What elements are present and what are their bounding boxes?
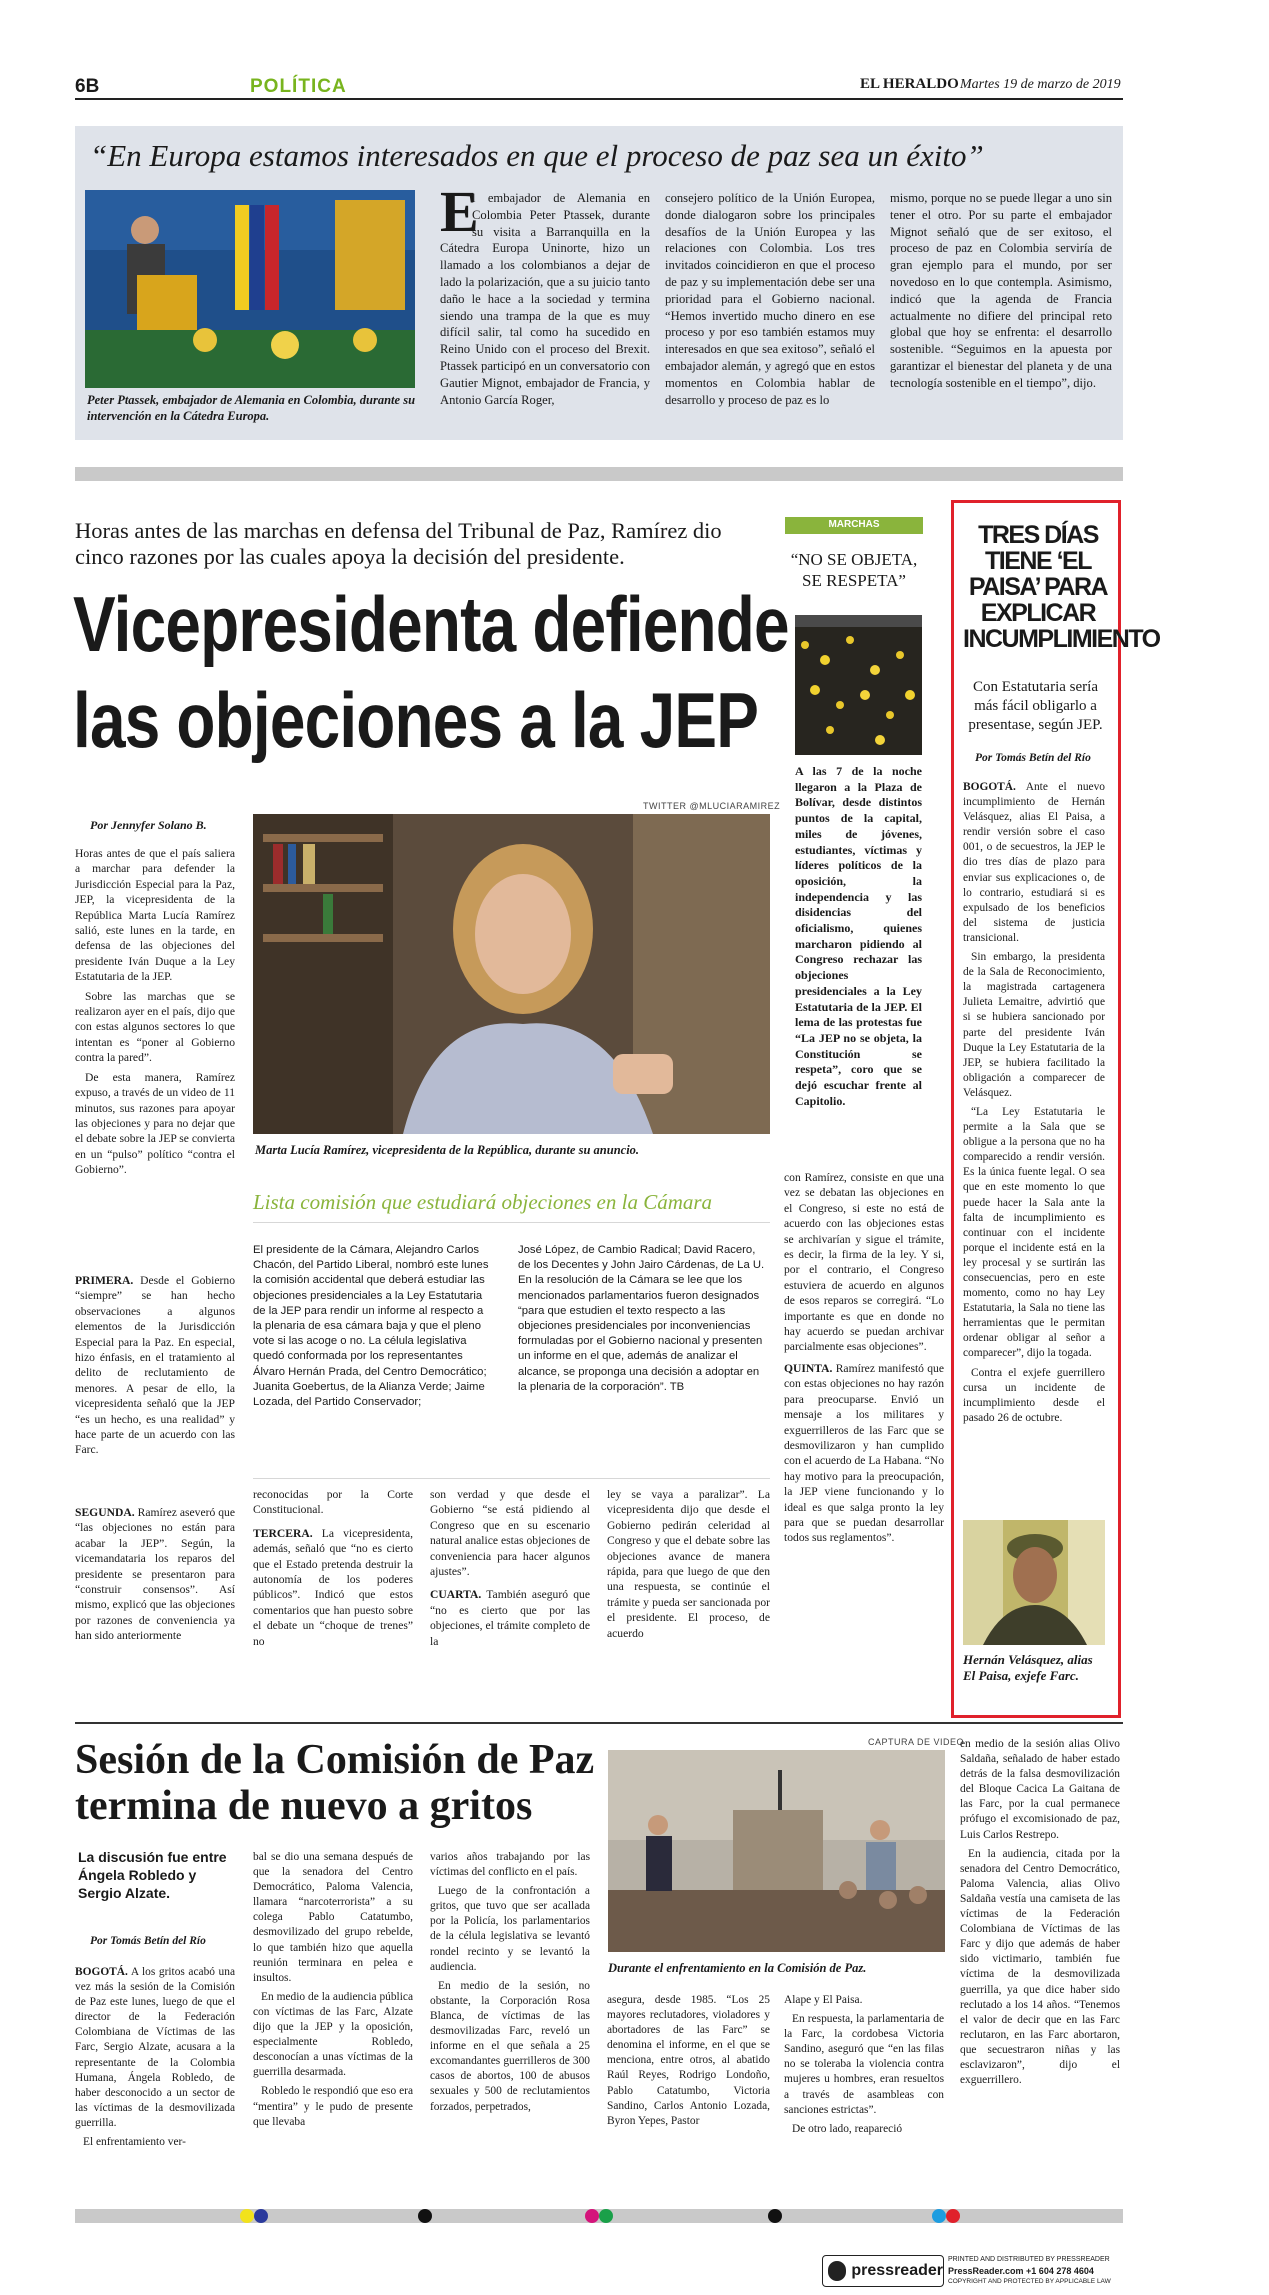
- ramirez-caption: Marta Lucía Ramírez, vicepresidenta de la República, durante su anuncio.: [255, 1143, 640, 1157]
- main-col3-p2: [430, 1587, 590, 1649]
- commission-box-title: Lista comisión que estudiará objeciones en la Cámara: [253, 1190, 713, 1214]
- pressreader-brand: pressreader: [851, 2262, 943, 2279]
- top-col-3: mismo, porque no se puede llegar a uno sin tener el otro. Por su parte el embajador Mignot señaló que de ser exitoso, el proceso de paz en Colombia serviría de gran ejemplo para el mundo, por ser novedoso en lo que contempla. Asimismo, indicó que la agenda de Francia actualmente no difiere del principal reto global que hoy se enfrenta: el desarrollo sostenible. “Seguimos en la apuesta por garantizar el bienestar del planeta y de una tecnología sostenible en el tiempo”, dijo.: [890, 191, 1112, 390]
- marchas-photo: [795, 615, 922, 755]
- tercera-text: La vicepresidenta, además, señaló que “no es cierto que el Estado pretenda destruir la autonomía de los poderes públicos”. Indicó que estos comentarios que han puesto sobre el debate un “choque de trenes” no: [253, 1526, 413, 1648]
- paisa-p1-text: Ante el nuevo incumplimiento de Hernán Velásquez, alias El Paisa, a rendir versión sobre el caso 001, o de secuestros, la JEP le dio tres días de plazo para enviar sus explicaciones o, de lo contrario, estudiará si es expulsado de los beneficios del sistema de justicia transicional.: [963, 781, 1105, 944]
- header-rule: [75, 98, 1123, 100]
- reg-dot-black-1: [418, 2209, 432, 2223]
- bottom-col3-p1: varios años trabajando por las víctimas del conflicto en el país.: [430, 1851, 590, 1879]
- main-col5-p1: con Ramírez, consiste en que una vez se debatan las objeciones en el Congreso, si este no está de acuerdo con las objeciones estas se archivarían y sigue el trámite, es decir, la firma de la ley. Y si, por el contrario, el Congreso estuviera de acuerdo en algunos de esos reparos se corregirá. “Lo importante es que en donde no hay acuerdo se puedan archivar parcialmente esas objeciones”.: [784, 1171, 944, 1354]
- marchas-tag: MARCHAS: [785, 517, 923, 533]
- main-col1-p3: De esta manera, Ramírez expuso, a través de un video de 11 minutos, sus razones para apoyar las objeciones y para no dejar que el debate sobre la JEP se convierta en un “pulso” político “contra el Gobierno”.: [75, 1070, 235, 1177]
- comision-photo: [608, 1750, 945, 1952]
- commission-box-bottom-rule: [253, 1478, 770, 1479]
- bottom-col3-p2: Luego de la confrontación a gritos, que tuvo que ser acallada por la Policía, los parlamentarios de la célula legislativa se levantó rondel recinto y se levantó la audiencia.: [430, 1885, 590, 1973]
- quinta-text: Ramírez manifestó que con estas objeciones no hay razón para preocuparse. Envió un mensaje a los militares y exguerrilleros de las Farc que se desmovilizaron y han cumplido con el acuerdo de La Habana. “No hay motivo para la preocupación, la JEP viene funcionando y lo ideal es que salga pronto la ley para que se puedan desarrollar todos sus reglamentos”.: [784, 1361, 944, 1545]
- reg-dot-red: [946, 2209, 960, 2223]
- pressreader-fine-1: PRINTED AND DISTRIBUTED BY PRESSREADER: [948, 2256, 1110, 2263]
- segunda-lead: SEGUNDA.: [75, 1506, 135, 1519]
- quinta-lead: QUINTA.: [784, 1361, 833, 1375]
- bottom-col1-text: A los gritos acabó una vez más la sesión de la Comisión de Paz este lunes, luego de que el director de la Federación Colombiana de Víctimas de las Farc, Sergio Alzate, acusara a la representante de la Colombia Humana, Ángela Robledo, de haber desconocido a un sector de las víctimas de la desmovilizada guerrilla.: [75, 1966, 236, 2129]
- commission-col-2: José López, de Cambio Radical; David Racero, de los Decentes y John Jairo Cárdenas, de La U. En la resolución de la Cámara se lee que los mencionados parlamentarios fueron designados “para que estudien el texto respecto a las objeciones presidenciales por inconveniencias formuladas por el Gobierno nacional y presenten un informe en el que, además de analizar el alcance, se proponga una decisión a adoptar en la plenaria de la corporación”. TB: [518, 1244, 765, 1393]
- reg-dot-green: [599, 2209, 613, 2223]
- main-col-1: [75, 846, 235, 1182]
- main-col3-p1: son verdad y que desde el Gobierno “se está pidiendo al Congreso que en su escenario natural analice estas objeciones de conveniencia para hacer algunos ajustes”.: [430, 1488, 590, 1579]
- bottom-col-3: [430, 1850, 590, 2119]
- marchas-rule: [785, 533, 923, 534]
- bottom-deck: La discusión fue entre Ángela Robledo y Sergio Alzate.: [78, 1849, 227, 1901]
- section-divider-bar: [75, 467, 1123, 481]
- main-photo-credit: TWITTER @MLUCIARAMIREZ: [643, 801, 781, 811]
- ptassek-caption: Peter Ptassek, embajador de Alemania en Colombia, durante su intervención en la Cátedra Europa.: [87, 393, 416, 423]
- comision-caption: Durante el enfrentamiento en la Comisión de Paz.: [608, 1961, 867, 1975]
- bottom-col2-p2: En medio de la audiencia pública con víctimas de las Farc, Alzate dijo que la JEP y la oposición, especialmente Robledo, desconocían a unas víctimas de la guerrilla desarmada.: [253, 1990, 413, 2079]
- marchas-text: A las 7 de la noche llegaron a la Plaza de Bolívar, desde distintos puntos de la capital, miles de jóvenes, estudiantes, víctimas y líderes políticos de la oposición, la independencia y las disidencias del oficialismo, quienes marcharon pidiendo al Congreso rechazar las objeciones presidenciales a la Ley Estatutaria de la JEP. El lema de las protestas fue “La JEP no se objeta, la Constitución se respeta”, coro que se dejó escuchar frente al Capitolio.: [795, 764, 922, 1108]
- main-col-2: [253, 1487, 413, 1653]
- primera-lead: PRIMERA.: [75, 1274, 134, 1287]
- bottom-col1-p2: El enfrentamiento ver-: [83, 2136, 186, 2149]
- page-number: 6B: [75, 76, 100, 97]
- commission-col-1: El presidente de la Cámara, Alejandro Carlos Chacón, del Partido Liberal, nombró este lunes la comisión accidental que deberá estudiar las objeciones presidenciales a la Ley Estatutaria de la JEP para rendir un informe al respecto a la plenaria de esa cámara baja y que el pleno vote si las acoge o no. La célula legislativa quedó conformada por los representantes Álvaro Hernán Prada, del Centro Democrático; Juanita Goebertus, de la Alianza Verde; Jaime Lozada, del Partido Conservador;: [253, 1244, 489, 1409]
- cuarta-text: También aseguró que “no es cierto que por las objeciones, el trámite completo de la: [430, 1588, 590, 1648]
- main-col-4: ley se vaya a paralizar”. La vicepresidenta dijo que desde el Gobierno pedirán celeridad al Congreso y que el debate sobre las objeciones avance de manera rápida, para que luego de que den una respuesta, se continúe el trámite y pueda ser sancionada por el presidente. El proceso, de acuerdo: [607, 1488, 770, 1640]
- paisa-text: [963, 780, 1105, 1430]
- top-col-2: consejero político de la Unión Europea, donde dialogaron sobre los principales desafíos de la Unión Europea y las relaciones con Colombia. Los tres invitados coincidieron en que el proceso de paz y su implementación debe ser una prioridad para el Gobierno nacional. “Hemos invertido mucho dinero en ese proceso y por eso también estamos muy interesados en que sea exitoso”, señaló el embajador alemán, y agregó que en estos momentos en Colombia hablar de desarrollo y proceso de paz es lo: [665, 191, 875, 407]
- tercera-lead: TERCERA.: [253, 1526, 313, 1540]
- bottom-col-2: [253, 1850, 413, 2134]
- main-col1-p2: Sobre las marchas que se realizaron ayer en el país, dijo que con estas algunos sectores lo que intentan es “poner al Gobierno contra la pared”.: [75, 989, 235, 1065]
- paisa-p2: Sin embargo, la presidenta de la Sala de Reconocimiento, la magistrada cartagenera Julieta Lemaitre, advirtió que si se hubiera sancionado por parte del presidente Iván Duque la Ley Estatutaria de la JEP, se hubiera facilitado la obligación a comparecer de Velásquez.: [963, 951, 1105, 1099]
- reg-dot-blue: [254, 2209, 268, 2223]
- bottom-divider: [75, 1722, 1123, 1724]
- paisa-p3: “La Ley Estatutaria le permite a la Sala que se obligue a la persona que no ha comparecido a rendir versión. Es la única fuente legal. O sea que en este momento lo que puede hacer la Sala ante la falta de incumplimiento es continuar con el incidente porque el incidente está en la ley procesal y se surtirán las consecuencias, pero en este momento, como no hay Ley Estatutaria, la Sala no tiene las herramientas que le permitan ordenar obligar al señor a comparecer”, dijo la togada.: [963, 1105, 1105, 1360]
- bottom-headline-1: Sesión de la Comisión de Paz: [75, 1737, 595, 1783]
- bottom-col-5: [784, 1993, 944, 2141]
- bottom-col-4: asegura, desde 1985. “Los 25 mayores reclutadores, violadores y abortadores de las Farc” se denomina el informe, en el que se menciona, entre otros, al abatido Raúl Reyes, Rodrigo Londoño, Pablo Catatumbo, Victoria Sandino, Carlos Antonio Lozada, Byron Yepes, Pastor: [607, 1994, 770, 2127]
- bottom-col2-p3: Robledo le respondió que eso era “mentira” y le pudo de presente que llevaba: [253, 2085, 413, 2128]
- bottom-col2-p1: bal se dio una semana después de que la senadora del Centro Democrático, Paloma Valencia, llamara “narcoterrorista” a su colega Pablo Catatumbo, desmovilizado del grupo rebelde, lo que también hizo que aquella reunión terminara en pelea e insultos.: [253, 1851, 413, 1984]
- bottom-col-6: [960, 1737, 1120, 2092]
- ptassek-photo: [85, 190, 415, 388]
- masthead: EL HERALDO: [860, 76, 959, 92]
- main-col-5: [784, 1170, 944, 1550]
- primera-text: Desde el Gobierno “siempre” se han hecho observaciones a algunos elementos de la Jurisdicción Especial para la Paz. En especial, hizo énfasis, en el tratamiento al delito de reclutamiento de menores. A pesar de ello, la vicepresidenta señaló que la JEP “es un hecho, es una realidad” y hace parte de un acuerdo con las Farc.: [75, 1274, 235, 1457]
- date: Martes 19 de marzo de 2019: [960, 77, 1121, 92]
- paisa-lead: BOGOTÁ.: [963, 781, 1016, 793]
- paisa-caption: Hernán Velásquez, alias El Paisa, exjefe Farc.: [963, 1652, 1093, 1683]
- segunda-text: Ramírez aseveró que “las objeciones no están para acabar la JEP”. Según, la vicemandataria los reparos del presidente se presentaron para “construir consensos”. Así mismo, explicó que las objeciones por razones de conveniencia ya han sido anteriormente: [75, 1506, 235, 1643]
- main-col2-p1: reconocidas por la Corte Constitucional.: [253, 1488, 413, 1517]
- bottom-col5-p1: Alape y El Paisa.: [784, 1994, 863, 2006]
- paisa-p4: Contra el exjefe guerrillero cursa un incidente de incumplimiento desde el pasado 26 de octubre.: [963, 1366, 1105, 1424]
- main-col2-p2: [253, 1526, 413, 1649]
- bottom-byline: Por Tomás Betín del Río: [90, 1935, 206, 1947]
- reg-dot-yellow: [240, 2209, 254, 2223]
- main-kicker: Horas antes de las marchas en defensa del Tribunal de Paz, Ramírez dio cinco razones por las cuales apoya la decisión del presidente.: [75, 518, 722, 569]
- bottom-photo-credit: CAPTURA DE VIDEO: [868, 1737, 965, 1747]
- main-byline: Por Jennyfer Solano B.: [90, 818, 207, 832]
- bottom-headline-2: termina de nuevo a gritos: [75, 1783, 533, 1829]
- pressreader-fine-3: COPYRIGHT AND PROTECTED BY APPLICABLE LAW: [948, 2278, 1111, 2285]
- main-col1-p1: Horas antes de que el país saliera a marchar para defender la Jurisdicción Especial para la Paz, JEP, la vicepresidenta de la República Marta Lucía Ramírez salió, este lunes en la tarde, en defensa de las objeciones del presidente Iván Duque a la Ley Estatutaria de la JEP.: [75, 847, 235, 984]
- main-headline-2: las objeciones a la JEP: [73, 676, 759, 764]
- bottom-col-1: [75, 1965, 235, 2154]
- main-col-1c: [75, 1505, 235, 1648]
- reg-dot-black-2: [768, 2209, 782, 2223]
- cuarta-lead: CUARTA.: [430, 1588, 482, 1602]
- paisa-p1: [963, 780, 1105, 946]
- pressreader-logo[interactable]: [822, 2255, 944, 2287]
- pressreader-fine-2: PressReader.com +1 604 278 4604: [948, 2266, 1094, 2276]
- main-col-1b: [75, 1273, 235, 1462]
- paisa-headline: TRES DÍAS TIENE ‘EL PAISA’ PARA EXPLICAR INCUMPLIMIENTO: [963, 521, 1160, 653]
- commission-box-rule: [253, 1222, 770, 1223]
- main-col-3: [430, 1487, 590, 1653]
- top-col-1: [440, 190, 650, 408]
- paisa-photo: [963, 1520, 1105, 1645]
- top-story-headline: “En Europa estamos interesados en que el proceso de paz sea un éxito”: [90, 138, 984, 173]
- reg-dot-magenta: [585, 2209, 599, 2223]
- dropcap: E: [440, 179, 479, 244]
- bottom-col1-p1: [75, 1965, 235, 2131]
- bottom-col3-p3: En medio de la sesión, no obstante, la Corporación Rosa Blanca, de víctimas de las desmovilizadas Farc, reveló un informe en el que señala a 25 excomandantes guerrilleros de 300 casos de abortos, 100 de abusos sexuales y 500 de reclutamientos forzados, perpetrados,: [430, 1979, 590, 2113]
- bottom-col6-p1: en medio de la sesión alias Olivo Saldaña, señalado de haber estado detrás de la falsa desmovilización del Bloque Cacica La Gaitana de las Farc, por la cual permanece prófugo el excomisionado de paz, Luis Carlos Restrepo.: [960, 1738, 1120, 1841]
- top-col-1-text: l embajador de Alemania en Colombia Peter Ptassek, durante su visita a Barranquilla en la Cátedra Europa Uninorte, hizo un llamado a los colombianos a dejar de lado la polarización, que a su juicio tanto daño le hace a la sociedad y termina siendo una trampa de la que es muy difícil salir, tal como ha sucedido en Reino Unido con el proceso del Brexit. Ptassek participó en un conversatorio con Gautier Mignot, embajador de Francia, y Antonio García Roger,: [440, 191, 650, 407]
- bottom-col6-p2: En la audiencia, citada por la senadora del Centro Democrático, Paloma Valencia, alias Olivo Saldaña vestía una camiseta de las víctimas de la Federación Colombiana de Víctimas de las Farc y dijo que además de haber sido victimario, también fue víctima de la desmovilizada guerrilla, ya que dice haber sido reclutado a los 14 años. “Tenemos el valor de decir que en las Farc reclutaron, en las Farc abortaron, que secuestraron niñas y las esclavizaron”, dijo el exguerrillero.: [960, 1847, 1120, 2087]
- main-col1b-p: [75, 1273, 235, 1458]
- reg-dot-cyan: [932, 2209, 946, 2223]
- pressreader-icon: [828, 2261, 846, 2281]
- marchas-headline: “NO SE OBJETA, SE RESPETA”: [790, 550, 918, 590]
- bottom-lead: BOGOTÁ.: [75, 1966, 128, 1978]
- bottom-col5-p2: En respuesta, la parlamentaria de la Farc, la cordobesa Victoria Sandino, aseguró que “en las filas no se toleraba la violencia contra mujeres u hombres, eran resueltos a través de asambleas con sanciones estrictas”.: [784, 2013, 944, 2116]
- paisa-subhead: Con Estatutaria sería más fácil obligarlo a presentase, según JEP.: [968, 679, 1103, 733]
- main-col5-p2: [784, 1361, 944, 1546]
- paisa-byline: Por Tomás Betín del Río: [975, 752, 1091, 764]
- section-label: POLÍTICA: [250, 76, 347, 97]
- main-col1c-p: [75, 1505, 235, 1644]
- bottom-col5-p3: De otro lado, reapareció: [792, 2122, 903, 2135]
- main-headline-1: Vicepresidenta defiende: [73, 580, 789, 668]
- ramirez-photo: [253, 814, 770, 1134]
